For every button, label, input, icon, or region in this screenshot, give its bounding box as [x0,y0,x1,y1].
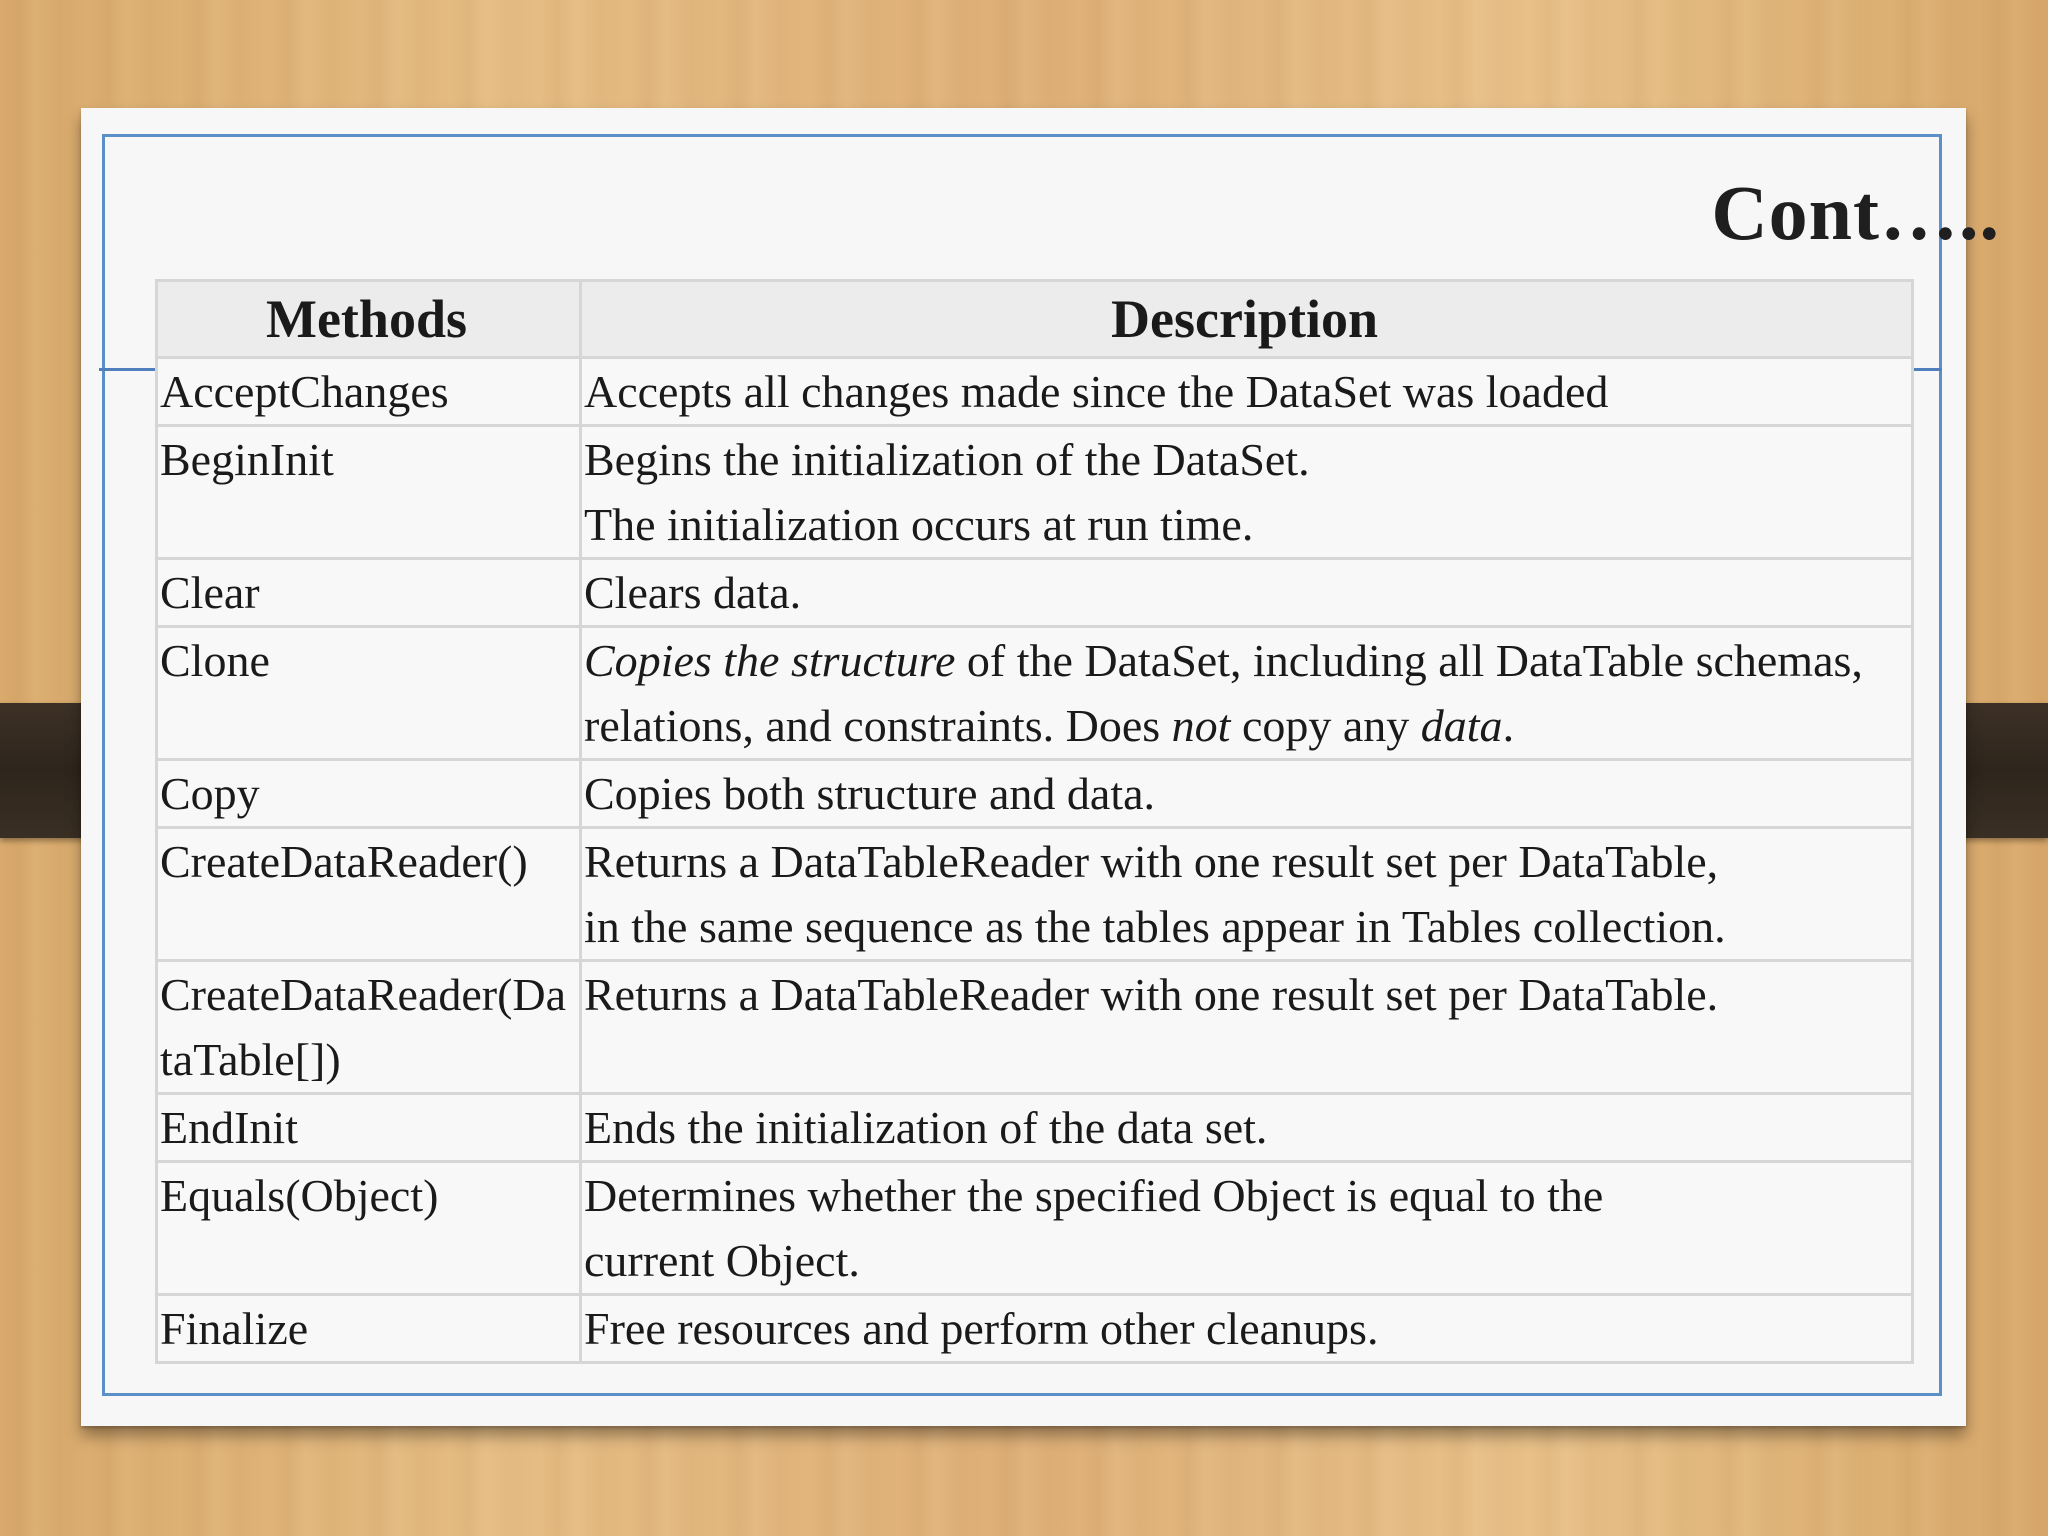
description-text: of the DataSet, including all DataTable schemas, relations, and constraints. Does [584,635,1863,751]
method-name: Clear [157,559,581,627]
description-line: Clears data. [584,567,802,618]
method-name: AcceptChanges [157,358,581,426]
table-row [157,627,1913,760]
description-line: Begins the initialization of the DataSet. [584,434,1310,485]
table-row [157,828,1913,961]
method-description [581,358,1913,426]
header-methods: Methods [157,281,581,358]
description-italic: data [1420,700,1503,751]
table-header-row [157,281,1913,358]
method-description [581,1162,1913,1295]
method-name: EndInit [157,1094,581,1162]
description-line: Ends the initialization of the data set. [584,1102,1268,1153]
method-name: Equals(Object) [157,1162,581,1295]
method-description [581,559,1913,627]
method-description [581,627,1913,760]
description-line: Copies both structure and data. [584,768,1156,819]
method-description [581,961,1913,1094]
description-line: current Object. [584,1235,860,1286]
method-name: BeginInit [157,426,581,559]
table-row [157,559,1913,627]
table-row [157,1162,1913,1295]
method-description [581,1295,1913,1363]
description-line: Determines whether the specified Object is equal to the [584,1170,1604,1221]
slide-title: Cont….. [1711,169,2000,256]
method-name: CreateDataReader(DataTable[]) [157,961,581,1094]
description-text: . [1502,700,1515,751]
method-name: Clone [157,627,581,760]
description-text: copy any [1230,700,1421,751]
method-description [581,426,1913,559]
method-description [581,760,1913,828]
description-line: Accepts all changes made since the DataSet was loaded [584,366,1609,417]
description-line: The initialization occurs at run time. [584,499,1254,550]
table-row [157,961,1913,1094]
table-row [157,1094,1913,1162]
methods-table [155,279,1914,1364]
method-name: CreateDataReader() [157,828,581,961]
header-description: Description [581,281,1913,358]
table-row [157,1295,1913,1363]
table-row [157,760,1913,828]
method-description [581,1094,1913,1162]
description-line: Returns a DataTableReader with one result set per DataTable. [584,969,1719,1020]
description-line: Free resources and perform other cleanups. [584,1303,1379,1354]
description-line: in the same sequence as the tables appear in Tables collection. [584,901,1726,952]
table-row [157,426,1913,559]
method-name: Copy [157,760,581,828]
table-row [157,358,1913,426]
description-italic: not [1171,700,1231,751]
method-description [581,828,1913,961]
method-name: Finalize [157,1295,581,1363]
description-italic: Copies the structure [584,635,956,686]
description-line: Returns a DataTableReader with one result set per DataTable, [584,836,1719,887]
